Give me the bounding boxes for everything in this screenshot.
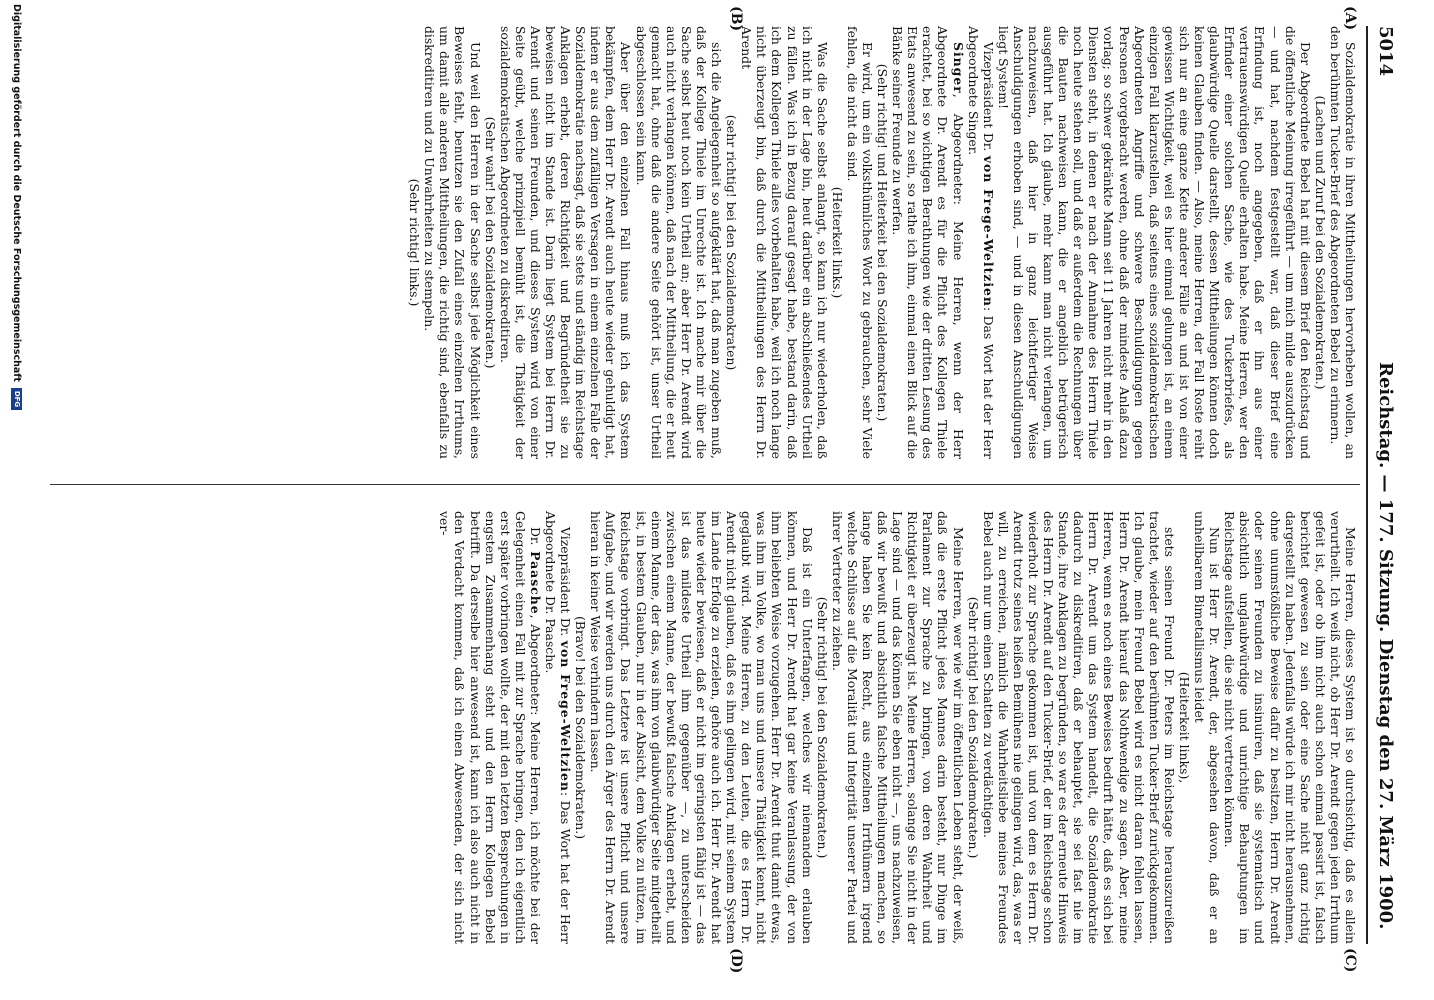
paragraph: Vizepräsident Dr. von Frege-Weltzien: Das Wort hat der Herr Abgeordnete Dr. Paasche. <box>543 511 574 944</box>
paragraph: Meine Herren, dieses System ist so durchsichtig, daß es allein verurtheilt. Ich weiß nicht, ob Herr Dr. Arendt gegen jeden Irrthum gefeit ist, oder ob ihm nicht auch schon einmal passirt ist, falsch berichtet gewesen zu sein oder eine Sache nicht ganz richtig dargestellt zu haben. Jedenfalls würde ich mir nicht herausnehmen, ohne unumstößliche Beweise dafür zu besitzen, Herrn Dr. Arendt oder seinen Freunden zu insinuiren, daß sie systematisch und absichtlich unglaubwürdige und unrichtige Behauptungen im Reichstage aufstellen, die sie nicht vertreten können. <box>1222 511 1358 944</box>
margin-letter-a: (A) <box>1342 6 1358 31</box>
paragraph: Aber über den einzelnen Fall hinaus muß ich das System bekämpfen, dem Herr Dr. Arendt auch heute wieder gehuldigt hat, indem er aus dem zufälligen Versagen in einem einzelnen Falle der Sozialdemokratie nachsagt, daß sie stets und ständig im Reichstage Anklagen erhebt, deren Richtigkeit und Begründetheit sie zu beweisen nicht im Stande ist. Darin liegt System bei Herrn Dr. Arendt und seinen Freunden, und dieses System wird von einer Seite geübt, welche prinzipiell bemüht ist, die Thätigkeit der sozialdemokratischen Abgeordneten zu diskreditiren. <box>497 26 634 459</box>
paragraph: Vizepräsident Dr. von Frege-Weltzien: Das Wort hat der Herr Abgeordnete Singer. <box>965 26 996 459</box>
page-title: Reichstag. — 177. Sitzung. Dienstag den 27. März 1900. <box>1375 362 1396 930</box>
page-header <box>1368 26 1396 944</box>
paragraph: Meine Herren, wer wie wir im öffentlichen Leben steht, der weiß, daß die erste Pflicht jedes Mannes darin besteht, nur Dinge im Parlament zur Sprache zu bringen, von deren Wahrheit und Richtigkeit er überzeugt ist. Meine Herren, solange Sie nicht in der Lage sind — und das können Sie eben nicht —, uns nachzuweisen, daß wir bewußt und absichtlich falsche Mittheilungen machen, so lange haben Sie kein Recht, aus einzelnen Irrthümern irgend welche Schlüsse auf die Moralität und Integrität unserer Partei und ihrer Vertreter zu ziehen. <box>829 511 966 944</box>
interjection: (Heiterkeit links), <box>1176 671 1192 784</box>
funding-note <box>11 4 22 410</box>
header-rule <box>1366 26 1368 944</box>
interjection: (Sehr richtig! bei den Sozialdemokraten.) <box>965 596 981 859</box>
margin-letter-b: (B) <box>728 6 744 32</box>
paragraph: Was die Sache selbst anlangt, so kann ich nur wiederholen, daß ich nicht in der Lage bin, heut darüber ein abschließendes Urtheil zu fällen. Was ich in Bezug darauf gesagt habe, bestand darin, daß ich dem Kollegen Thiele alles vorbehalten habe, weil ich noch lange nicht überzeugt bin, daß durch die Mittheilungen des Herrn Dr. Arendt <box>739 26 830 459</box>
paragraph: Dr. Paasche, Abgeordneter: Meine Herren, ich möchte bei der Gelegenheit einen Fall mit zur Sprache bringen, den ich eigentlich erst später vorbringen wollte, der mit den letzten Besprechungen in engstem Zusammenhang steht und den Herrn Kollegen Bebel betrifft. Da derselbe hier anwesend ist, kann ich also auch nicht in den Verdacht kommen, daß ich einen Abwesenden, der sich nicht ver- <box>437 511 543 944</box>
funding-note-text: Digitalisierung gefördert durch die Deutsche Forschungsgemeinschaft <box>11 4 22 382</box>
column-divider <box>50 484 1360 485</box>
interjection: (sehr richtig! bei den Sozialdemokraten) <box>724 114 740 371</box>
margin-letter-c: (C) <box>1342 948 1358 973</box>
interjection: (Sehr richtig! bei den Sozialdemokraten.) <box>814 596 830 859</box>
paragraph: Singer, Abgeordneter: Meine Herren, wenn der Herr Abgeordnete Dr. Arendt es für die Pflicht des Kollegen Thiele erachtet, bei so wichtigen Berathungen wie der dritten Lesung des Etats anwesend zu sein, so rathe ich ihm, einmal einen Blick auf die Bänke seiner Freunde zu werfen. <box>890 26 966 459</box>
interjection: (Bravo! bei den Sozialdemokraten.) <box>573 615 589 840</box>
paragraph: Daß ist ein Unterfangen, welches wir niemandem erlauben können, und Herr Dr. Arendt hat gar keine Veranlassung, der von ihm beliebten Weise vorzugehen. Herr Dr. Arendt thut damit etwas, was ihm im Volke, wo man uns und unsere Thätigkeit kennt, nicht geglaubt wird. Meine Herren, zu den Leuten, die es Herrn Dr. Arendt nicht glauben, daß es ihm gelingen wird, mit seinem System im Lande Erfolge zu erzielen, gehöre auch ich. Herr Dr. Arendt hat heute wieder bewiesen, daß er nicht im geringsten fähig ist — das ist das mildeste Urtheil ihm gegenüber —, zu unterscheiden zwischen einem Manne, der bewußt falsche Anklagen erhebt, und einem Manne, der das, was ihm von glaubwürdiger Seite mitgetheilt ist, in bestem Glauben, nur in der Absicht, dem Volke zu nützen, im Reichstage vorbringt. Das Letztere ist unsere Pflicht und unsere Aufgabe, und wir werden uns durch den Ärger des Herrn Dr. Arendt hieran in keiner Weise verhindern lassen. <box>588 511 815 944</box>
paragraph: stets seinen Freund Dr. Peters im Reichstage herauszureißen trachtet, wieder auf den berühmten Tucker-Brief zurückgekommen. Ich glaube, mein Freund Bebel wird es nicht daran fehlen lassen, Herrn Dr. Arendt hierauf das Nothwendige zu sagen. Aber, meine Herren, wenn es noch eines Beweises bedurft hätte, daß es sich bei Herrn Dr. Arendt um das System handelt, die Sozialdemokratie dadurch zu diskreditiren, daß er behauptet, sie sei fast nie im Stande, ihre Anklagen zu begründen, so war es der erneute Hinweis des Herrn Dr. Arendt auf den Tucker-Brief, der im Reichstage schon wiederholt zur Sprache gekommen ist, und von dem es Herrn Dr. Arendt trotz seines heißen Bemühens nie gelingen wird, das, was er will, zu erreichen, nämlich die Wahrheitsliebe meines Freundes Bebel auch nur um einen Schatten zu verdächtigen. <box>980 511 1177 944</box>
paragraph: Sozialdemokratie in ihren Mittheilungen hervorheben wollen, an den berühmten Tucker-Brief des Abgeordneten Bebel zu erinnern. <box>1327 26 1358 459</box>
paragraph: Nun ist Herr Dr. Arendt, der, abgesehen davon, daß er an unheilbarem Bimetallismus leidet <box>1192 511 1223 944</box>
paragraph: Und weil den Herren in der Sache selbst jede Möglichkeit eines Beweises fehlt, benutzen sie den Zufall eines einzelnen Irrthums, um damit alle anderen Mittheilungen, die richtig sind, ebenfalls zu diskreditiren und zu Unwahrheiten zu stempeln. <box>422 26 483 459</box>
digitization-footer <box>6 0 22 970</box>
paragraph: Der Abgeordnete Bebel hat mit diesem Brief den Reichstag und die öffentliche Meinung irregeführt — um mich milde auszudrücken — und hat, nachdem festgestellt war, daß dieser Brief eine Erfindung ist, noch angegeben, daß er ihn aus einer vertrauenswürdigen Quelle erhalten habe. Meine Herren, wer den Erfinder einer solchen Sache, wie des Tuckerbriefes, als glaubwürdige Quelle darstellt, dessen Mittheilungen können doch keinen Glauben finden. — Also, meine Herren, der Fall Roste reiht sich nur an eine ganze Kette anderer Fälle an und ist von einer gewissen Wichtigkeit, weil es hier einmal gelungen ist, an einem einzigen Fall klarzustellen, daß seitens eines sozialdemokratischen Abgeordneten Angriffe und schwere Beschuldigungen gegen Personen vorgebracht werden, ohne daß der mindeste Anlaß dazu vorlag; so schwer gekränkte Mann seit 11 Jahren nicht mehr in den Diensten steht, in denen er nach der Annahme des Herrn Thiele noch heute stehen soll, und daß er außerdem die Rechnungen über die Bauten nachweisen kann, die er angeblich betrügerisch ausgeführt hat. Ich glaube, mehr kann man nicht verlangen, um nachzuweisen, daß hier in ganz leichtfertiger Weise Anschuldigungen erhoben sind, — und in diesen Anschuldigungen liegt System! <box>995 26 1313 459</box>
interjection: (Sehr wahr! bei den Sozialdemokraten.) <box>482 116 498 369</box>
margin-letter-d: (D) <box>728 948 744 974</box>
interjection: (Sehr richtig! links.) <box>407 178 423 307</box>
interjection: (Lachen und Zuruf bei den Sozialdemokraten.) <box>1312 95 1328 390</box>
interjection: (Sehr richtig! und Heiterkeit bei den Sozialdemokraten.) <box>875 63 891 422</box>
dfg-logo-icon: DFG <box>11 388 22 410</box>
right-text-column <box>52 511 1358 944</box>
paragraph: Er wird, um ein volksthümliches Wort zu gebrauchen, sehr Viele fehlen, die nicht da sind. <box>844 26 875 459</box>
left-text-column <box>52 26 1358 459</box>
page-number: 5014 <box>1375 26 1396 77</box>
paragraph: sich die Angelegenheit so aufgeklärt hat, daß man zugeben muß, daß der Kollege Thiele im Unrechte ist. Ich mache mir über die Sache selbst heut noch kein Urtheil an; aber Herr Dr. Arendt wird auch nicht verlangen können, daß nach der Mittheilung, die er heut gemacht hat, ohne daß die andere Seite gehört ist, unser Urtheil abgeschlossen sein kann. <box>633 26 725 459</box>
interjection: (Heiterkeit links.) <box>829 186 845 299</box>
